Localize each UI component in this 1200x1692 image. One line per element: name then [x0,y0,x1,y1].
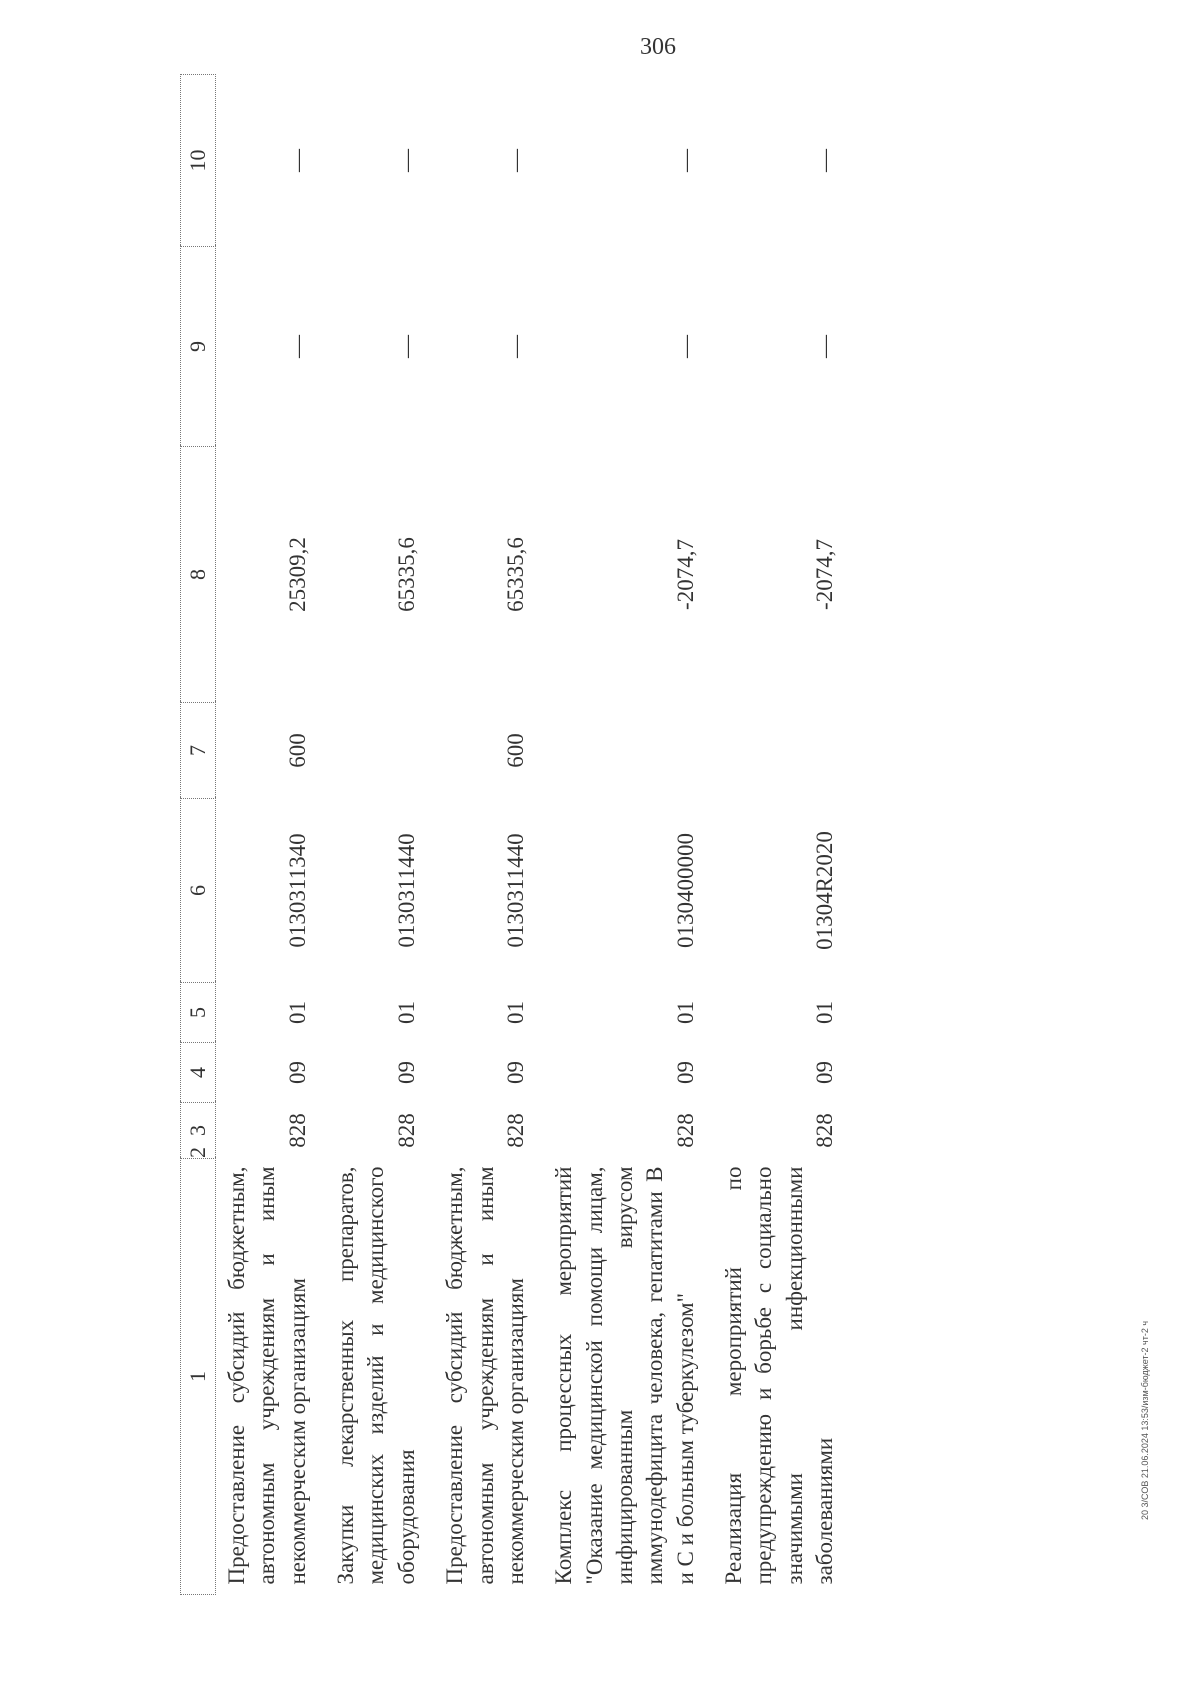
row-name: Предоставление субсидий бюджетным, автономным учреждениям и иным некоммерческим организациям [224,1166,310,1585]
column-header-9: 9 [181,247,216,447]
row-col10: — [284,149,310,172]
row-csr: 01304R2020 [812,831,838,950]
row-col9: — [672,335,698,358]
column-header-4: 4 [181,1043,216,1103]
row-sum: -2074,7 [812,539,838,610]
table-body [216,75,845,1595]
row-vr: 600 [502,733,528,768]
row-pr: 01 [284,1001,310,1024]
document-footer-note: 20 3/СОВ 21.06.2024 13:53/изм-бюджет-2 чт-2 ч [1140,1320,1150,1520]
row-rz: 09 [672,1061,698,1084]
rotated-table-container [180,75,1040,1595]
row-vr [317,703,426,799]
table-row [705,75,844,1595]
row-col9: — [393,335,419,358]
table-header [181,75,216,1595]
row-vr [535,703,705,799]
table-row [426,75,535,1595]
row-col10: — [812,149,838,172]
row-grbs: 828 [812,1113,838,1148]
row-grbs: 828 [284,1113,310,1148]
header-row: 1 2 3 4 5 6 7 8 9 10 [181,75,216,1595]
page-number: 306 [640,34,676,60]
row-col10: — [502,149,528,172]
row-col9: — [812,335,838,358]
row-name: Закупки лекарственных препаратов, медицинских изделий и медицинского оборудования [333,1166,419,1585]
table-row [216,75,318,1595]
table-inner [180,75,1040,1595]
row-col9: — [284,335,310,358]
row-sum: 65335,6 [393,537,419,612]
column-header-8: 8 [181,447,216,703]
budget-table [180,74,844,1595]
row-vr: 600 [284,733,310,768]
row-sum: 25309,2 [284,537,310,612]
row-sum: 65335,6 [502,537,528,612]
row-grbs: 828 [502,1113,528,1148]
row-pr: 01 [672,1001,698,1024]
column-header-3: 3 [181,1103,216,1159]
row-name: Комплекс процессных мероприятий "Оказание медицинской помощи лицам, инфицированным вирусом иммунодефицита человека, гепатитами В и С и больным туберкулезом" [551,1166,698,1585]
row-name: Реализация мероприятий по предупреждению и борьбе с социально значимыми инфекционными заболеваниями [721,1166,838,1585]
row-name: Предоставление субсидий бюджетным, автономным учреждениям и иным некоммерческим организациям [442,1166,528,1585]
column-header-1: 1 [181,1159,216,1595]
column-header-7: 7 [181,703,216,799]
row-rz: 09 [502,1061,528,1084]
column-header-6: 6 [181,799,216,983]
row-grbs: 828 [393,1113,419,1148]
row-pr: 01 [502,1001,528,1024]
table-row [317,75,426,1595]
column-header-10: 10 [181,75,216,247]
row-rz: 09 [812,1061,838,1084]
row-pr: 01 [812,1001,838,1024]
column-header-5: 5 [181,983,216,1043]
row-col9: — [502,335,528,358]
row-csr: 0130400000 [672,833,698,948]
row-rz: 09 [393,1061,419,1084]
row-pr: 01 [393,1001,419,1024]
row-grbs: 828 [672,1113,698,1148]
row-vr [705,703,844,799]
row-rz: 09 [284,1061,310,1084]
row-sum: -2074,7 [672,539,698,610]
row-csr: 0130311440 [393,833,419,948]
row-csr: 0130311340 [284,833,310,948]
row-csr: 0130311440 [502,833,528,948]
table-row [535,75,705,1595]
row-col10: — [393,149,419,172]
row-col10: — [672,149,698,172]
